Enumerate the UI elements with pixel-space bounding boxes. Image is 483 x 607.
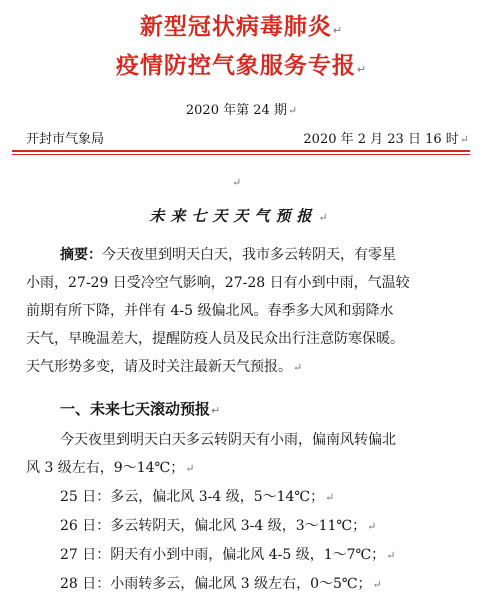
summary-line: 天气，早晚温差大，提醒防疫人员及民众出行注意防寒保暖。 bbox=[26, 331, 404, 347]
paragraph-mark-icon: ↵ bbox=[211, 404, 221, 417]
paragraph-mark-icon: ↵ bbox=[386, 549, 396, 562]
paragraph-mark-icon: ↵ bbox=[459, 133, 469, 146]
paragraph-mark-icon: ↵ bbox=[287, 104, 298, 117]
summary-line: 天气形势多变，请及时关注最新天气预报。↵ bbox=[26, 359, 303, 375]
forecast-day: 25 日：多云，偏北风 3-4 级，5～14℃；↵ bbox=[60, 489, 335, 505]
paragraph-mark-icon: ↵ bbox=[367, 520, 377, 533]
forecast-day: 27 日：阴天有小到中雨，偏北风 4-5 级，1～7℃；↵ bbox=[60, 547, 396, 563]
summary-line: 小雨，27-29 日受冷空气影响，27-28 日有小到中雨，气温较 bbox=[26, 275, 410, 291]
paragraph-mark-icon: ↵ bbox=[185, 462, 195, 475]
paragraph-mark-icon: ↵ bbox=[372, 578, 382, 591]
section-title: 一、未来七天滚动预报↵ bbox=[60, 400, 221, 418]
summary-line: 前期有所下降，并伴有 4-5 级偏北风。春季多大风和弱降水 bbox=[26, 303, 394, 319]
issue-number: 2020 年第 24 期↵ bbox=[185, 103, 298, 118]
forecast-intro-line: 今天夜里到明天白天多云转阴天有小雨，偏南风转偏北 bbox=[60, 432, 396, 448]
paragraph-mark-icon: ↵ bbox=[318, 211, 334, 224]
paragraph-mark-icon: ↵ bbox=[356, 63, 368, 76]
forecast-day: 28 日：小雨转多云，偏北风 3 级左右，0～5℃；↵ bbox=[60, 576, 382, 592]
forecast-heading: 未来七天天气预报↵ bbox=[149, 207, 334, 225]
red-divider-thin bbox=[12, 154, 470, 155]
summary-label: 摘要： bbox=[60, 247, 102, 263]
doc-title-line1: 新型冠状病毒肺炎↵ bbox=[139, 14, 344, 40]
paragraph-mark-icon: ↵ bbox=[232, 176, 242, 189]
paragraph-mark-icon: ↵ bbox=[325, 491, 335, 504]
summary-line: 摘要：今天夜里到明天白天，我市多云转阴天，有零星 bbox=[60, 247, 396, 263]
issuing-organization: 开封市气象局 bbox=[26, 132, 105, 147]
paragraph-mark-icon: ↵ bbox=[293, 361, 303, 374]
paragraph-mark-icon: ↵ bbox=[332, 24, 344, 37]
doc-title-line2: 疫情防控气象服务专报↵ bbox=[115, 53, 368, 79]
red-divider bbox=[12, 150, 470, 152]
issue-date: 2020 年 2 月 23 日 16 时↵ bbox=[303, 132, 469, 147]
forecast-intro-line: 风 3 级左右，9～14℃；↵ bbox=[26, 460, 195, 476]
forecast-day: 26 日：多云转阴天，偏北风 3-4 级，3～11℃；↵ bbox=[60, 518, 377, 534]
